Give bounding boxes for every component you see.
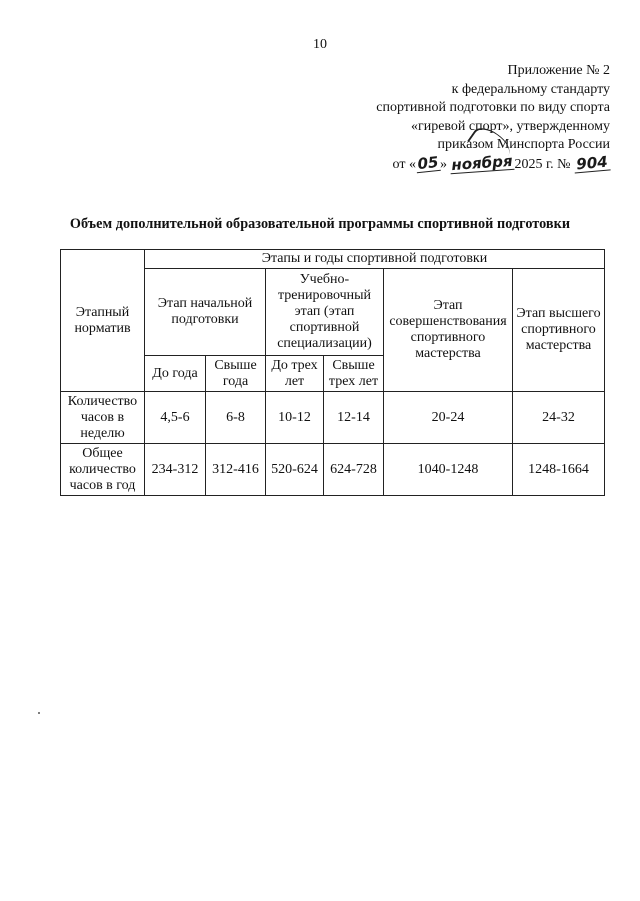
table-cell: 12-14 xyxy=(324,392,384,444)
table-cell: 312-416 xyxy=(206,444,266,496)
handwritten-month: ноября xyxy=(451,151,514,174)
table-cell: 6-8 xyxy=(206,392,266,444)
table-row xyxy=(61,444,605,496)
table-row xyxy=(61,392,605,444)
page-number: 10 xyxy=(313,37,327,52)
handwritten-order-number: 904 xyxy=(573,153,610,173)
appendix-block xyxy=(310,62,610,174)
appendix-line-sport: спортивной подготовки по виду спорта xyxy=(376,100,610,115)
header-stage-highest: Этап высшего спортивного мастерства xyxy=(513,269,605,392)
table-cell: 10-12 xyxy=(266,392,324,444)
table-cell: 520-624 xyxy=(266,444,324,496)
header-norm: Этапный норматив xyxy=(61,250,145,392)
scan-speck xyxy=(38,712,40,714)
subheader-up-to-three: До трех лет xyxy=(266,356,324,392)
volume-table xyxy=(60,249,605,496)
subheader-up-to-year: До года xyxy=(145,356,206,392)
table-cell: 234-312 xyxy=(145,444,206,496)
document-title: Объем дополнительной образовательной программы спортивной подготовки xyxy=(69,216,571,232)
table-cell: 20-24 xyxy=(384,392,513,444)
order-mid: » xyxy=(439,156,447,172)
table-cell: 624-728 xyxy=(324,444,384,496)
row-label: Общее количество часов в год xyxy=(61,444,145,496)
appendix-line-order: приказом Минспорта России xyxy=(437,137,610,152)
table-cell: 1040-1248 xyxy=(384,444,513,496)
header-stages-group: Этапы и годы спортивной подготовки xyxy=(145,250,605,269)
table-cell: 1248-1664 xyxy=(513,444,605,496)
appendix-title: Приложение № 2 xyxy=(507,63,610,78)
subheader-over-year: Свыше года xyxy=(206,356,266,392)
handwritten-day: 05 xyxy=(416,152,440,173)
row-label: Количество часов в неделю xyxy=(61,392,145,444)
order-prefix: от « xyxy=(392,156,416,172)
header-stage-improvement: Этап совершенствования спортивного мастерства xyxy=(384,269,513,392)
table-cell: 24-32 xyxy=(513,392,605,444)
subheader-over-three: Свыше трех лет xyxy=(324,356,384,392)
order-date-line xyxy=(310,151,610,175)
table-cell: 4,5-6 xyxy=(145,392,206,444)
order-year: 2025 г. № xyxy=(514,156,571,172)
header-stage-initial: Этап начальной подготовки xyxy=(145,269,266,356)
appendix-line-standard: к федеральному стандарту xyxy=(451,81,610,97)
appendix-line-kind: «гиревой спорт», утвержденному xyxy=(410,118,610,134)
header-stage-training: Учебно-тренировочный этап (этап спортивной специализации) xyxy=(266,269,384,356)
